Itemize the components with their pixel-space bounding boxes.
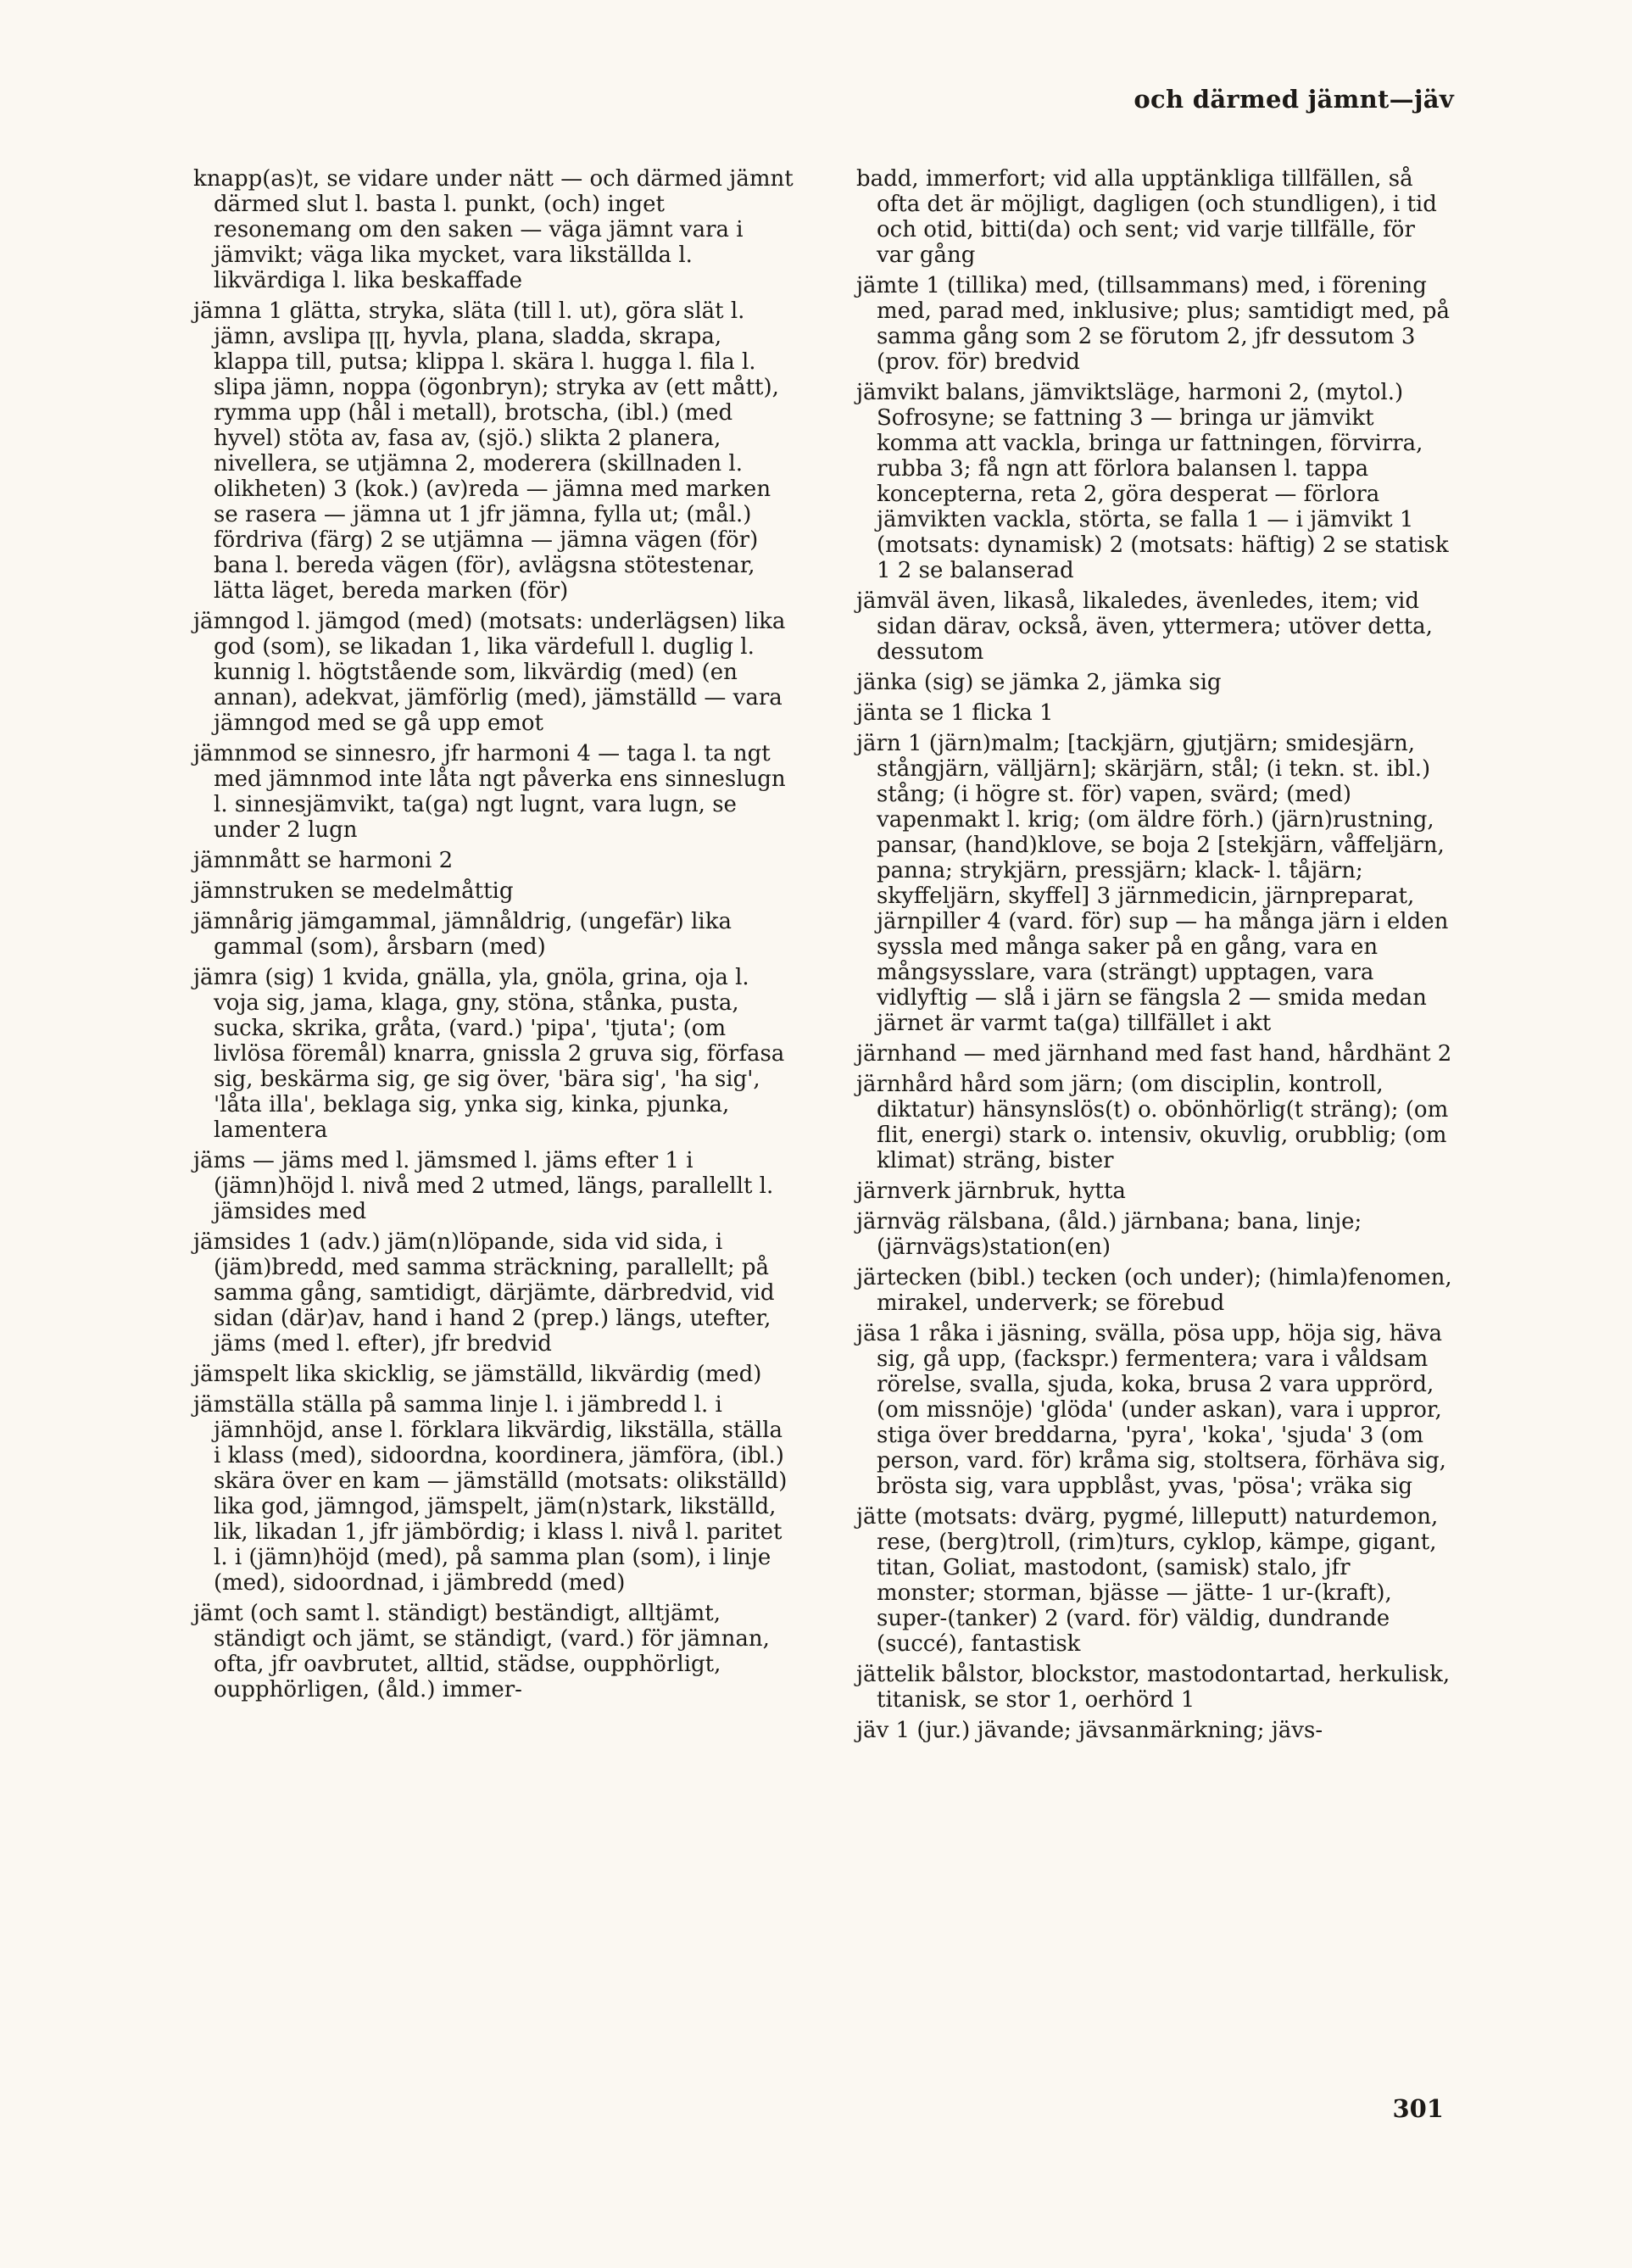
right-column: [856, 166, 1455, 1748]
entry-paragraph: jämngod l. jämgod (med) (motsats: underlägsen) lika god (som), se likadan 1, lika värdefull l. duglig l. kunnig l. högtstående som, likvärdig (med) (en annan), adekvat, jämförlig (med), jämställd — vara jämngod med se gå upp emot: [193, 609, 786, 736]
entry-paragraph: järn 1 (järn)malm; [tackjärn, gjutjärn; smidesjärn, stångjärn, välljärn]; skärjärn, stål; (i tekn. st. ibl.) stång; (i högre st. för) vapen, svärd; (med) vapenmakt l. krig; (om äldre förh.) (järn)rustning, pansar, (hand)klove, se boja 2 [stekjärn, våffeljärn, panna; strykjärn, pressjärn; klack- l. tåjärn; skyffeljärn, skyffel] 3 järnmedicin, järnpreparat, järnpiller 4 (vard. för) sup — ha många järn i elden syssla med många saker på en gång, vara en mångsysslare, vara (strängt) upptagen, vara vidlyftig — slå i järn se fängsla 2 — smida medan järnet är varmt ta(ga) tillfället i akt: [856, 731, 1449, 1036]
left-column: [193, 166, 795, 1708]
entry-paragraph: jätte (motsats: dvärg, pygmé, lilleputt) naturdemon, rese, (berg)troll, (rim)turs, cyklop, kämpe, gigant, titan, Goliat, mastodont, (samisk) stalo, jfr monster; storman, bjässe — jätte- 1 ur-(kraft), super-(tanker) 2 (vard. för) väldig, dundrande (succé), fantastisk: [856, 1504, 1439, 1657]
entry-paragraph: järtecken (bibl.) tecken (och under); (himla)fenomen, mirakel, underverk; se förebud: [856, 1265, 1452, 1316]
entry-paragraph: jänka (sig) se jämka 2, jämka sig: [856, 670, 1222, 695]
page-number: 301: [1392, 2094, 1444, 2123]
entry-paragraph: jämra (sig) 1 kvida, gnälla, yla, gnöla, grina, oja l. voja sig, jama, klaga, gny, stöna, stånka, pusta, sucka, skrika, gråta, (vard.) 'pipa', 'tjuta'; (om livlösa föremål) knarra, gnissla 2 gruva sig, förfasa sig, beskärma sig, ge sig över, 'bära sig', 'ha sig', 'låta illa', beklaga sig, ynka sig, kinka, pjunka, lamentera: [193, 965, 785, 1143]
entry-paragraph: jättelik bålstor, blockstor, mastodontartad, herkulisk, titanisk, se stor 1, oerhörd 1: [856, 1662, 1451, 1713]
entry-paragraph: jämnstruken se medelmåttig: [193, 878, 514, 904]
entry-paragraph: järnväg rälsbana, (åld.) järnbana; bana, linje; (järnvägs)station(en): [856, 1209, 1362, 1260]
entry-paragraph: jämsides 1 (adv.) jäm(n)löpande, sida vid sida, i (jäm)bredd, med samma sträckning, parallellt; på samma gång, samtidigt, därjämte, därbredvid, vid sidan (där)av, hand i hand 2 (prep.) längs, utefter, jäms (med l. efter), jfr bredvid: [193, 1229, 775, 1357]
entry-paragraph: järnhård hård som järn; (om disciplin, kontroll, diktatur) hänsynslös(t) o. obönhörlig(t sträng); (om flit, energi) stark o. intensiv, okuvlig, orubblig; (om klimat) sträng, bister: [856, 1072, 1449, 1173]
entry-paragraph: jäms — jäms med l. jämsmed l. jäms efter 1 i (jämn)höjd l. nivå med 2 utmed, längs, parallellt l. jämsides med: [193, 1148, 774, 1224]
entry-paragraph: jämställa ställa på samma linje l. i jämbredd l. i jämnhöjd, anse l. förklara likvärdig, likställa, ställa i klass (med), sidoordna, koordinera, jämföra, (ibl.) skära över en kam — jämställd (motsats: olikställd) lika god, jämngod, jämspelt, jäm(n)stark, likställd, lik, likadan 1, jfr jämbördig; i klass l. nivå l. paritet l. i (jämn)höjd (med), på samma plan (som), i linje (med), sidoordnad, i jämbredd (med): [193, 1392, 788, 1596]
entry-paragraph: badd, immerfort; vid alla upptänkliga tillfällen, så ofta det är möjligt, dagligen (och stundligen), i tid och otid, bitti(da) och sent; vid varje tillfälle, för var gång: [856, 166, 1437, 268]
entry-paragraph: jämnårig jämgammal, jämnåldrig, (ungefär) lika gammal (som), årsbarn (med): [193, 909, 732, 960]
entry-paragraph: jämvikt balans, jämviktsläge, harmoni 2, (mytol.) Sofrosyne; se fattning 3 — bringa ur jämvikt komma att vackla, bringa ur fattningen, förvirra, rubba 3; få ngn att förlora balansen l. tappa koncepterna, reta 2, göra desperat — förlora jämvikten vackla, störta, se falla 1 — i jämvikt 1 (motsats: dynamisk) 2 (motsats: häftig) 2 se statisk 1 2 se balanserad: [856, 380, 1449, 583]
entry-paragraph: jämt (och samt l. ständigt) beständigt, alltjämt, ständigt och jämt, se ständigt, (vard.) för jämnan, ofta, jfr oavbrutet, alltid, städse, oupphörligt, oupphörligen, (åld.) immer-: [193, 1601, 770, 1702]
entry-paragraph: jämnmod se sinnesro, jfr harmoni 4 — taga l. ta ngt med jämnmod inte låta ngt påverka ens sinneslugn l. sinnesjämvikt, ta(ga) ngt lugnt, vara lugn, se under 2 lugn: [193, 741, 786, 843]
entry-paragraph: jämte 1 (tillika) med, (tillsammans) med, i förening med, parad med, inklusive; plus; samtidigt med, på samma gång som 2 se förutom 2, jfr dessutom 3 (prov. för) bredvid: [856, 273, 1451, 375]
entry-paragraph: jämna 1 glätta, stryka, släta (till l. ut), göra slät l. jämn, avslipa ꞁꞁꞁ, hyvla, plana, sladda, skrapa, klappa till, putsa; klippa l. skära l. hugga l. fila l. slipa jämn, noppa (ögonbryn); stryka av (ett mått), rymma upp (hål i metall), brotscha, (ibl.) (med hyvel) stöta av, fasa av, (sjö.) slikta 2 planera, nivellera, se utjämna 2, moderera (skillnaden l. olikheten) 3 (kok.) (av)reda — jämna med marken se rasera — jämna ut 1 jfr jämna, fylla ut; (mål.) fördriva (färg) 2 se utjämna — jämna vägen (för) bana l. bereda vägen (för), avlägsna stötestenar, lätta läget, bereda marken (för): [193, 298, 779, 604]
entry-paragraph: jämnmått se harmoni 2: [193, 848, 454, 873]
entry-paragraph: järnhand — med järnhand med fast hand, hårdhänt 2: [856, 1041, 1452, 1067]
entry-paragraph: jänta se 1 flicka 1: [856, 700, 1054, 726]
entry-paragraph: jämväl även, likaså, likaledes, ävenledes, item; vid sidan därav, också, även, yttermera; utöver detta, dessutom: [856, 588, 1433, 665]
entry-paragraph: knapp(as)t, se vidare under nätt — och därmed jämnt därmed slut l. basta l. punkt, (och) inget resonemang om den saken — väga jämnt vara i jämvikt; väga lika mycket, vara likställda l. likvärdiga l. lika beskaffade: [193, 166, 794, 293]
entry-paragraph: jäsa 1 råka i jäsning, svälla, pösa upp, höja sig, häva sig, gå upp, (fackspr.) fermentera; vara i våldsam rörelse, svalla, sjuda, koka, brusa 2 vara upprörd, (om missnöje) 'glöda' (under askan), vara i uppror, stiga över breddarna, 'pyra', 'koka', 'sjuda' 3 (om person, vard. för) kråma sig, stoltsera, förhäva sig, brösta sig, vara uppblåst, yvas, 'pösa'; vräka sig: [856, 1321, 1446, 1499]
entry-paragraph: jämspelt lika skicklig, se jämställd, likvärdig (med): [193, 1362, 762, 1387]
entry-paragraph: järnverk järnbruk, hytta: [856, 1179, 1126, 1204]
entry-paragraph: jäv 1 (jur.) jävande; jävsanmärkning; jävs-: [856, 1718, 1323, 1743]
running-head: och därmed jämnt—jäv: [1133, 85, 1454, 114]
